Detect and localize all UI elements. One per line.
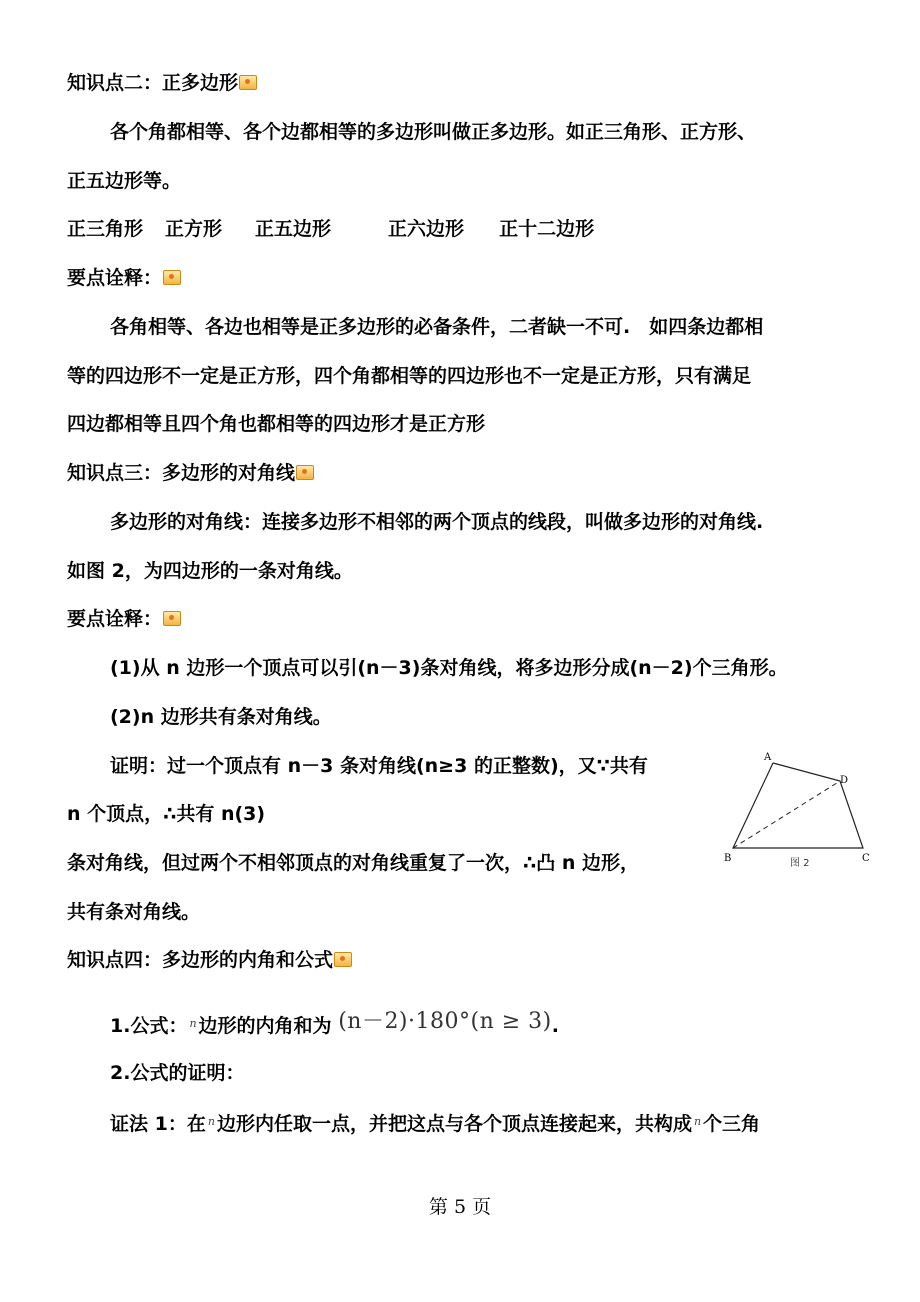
folder-icon [163,611,181,626]
kp3-definition-line-2: 如图 2，为四边形的一条对角线。 [67,560,353,582]
kp4-heading: 知识点四：多边形的内角和公式 [67,948,352,972]
proof-heading: 2.公式的证明： [110,1062,245,1084]
folder-icon [334,952,352,967]
vertex-label-d: D [840,775,849,786]
vertex-label-c: C [862,853,870,864]
proof-line-1: 证明：过一个顶点有 n－3 条对角线(n≥3 的正整数)，又∵共有 [110,755,648,777]
figure-caption: 图 2 [790,858,810,869]
kp3-definition-line-1: 多边形的对角线：连接多边形不相邻的两个顶点的线段，叫做多边形的对角线. [110,511,764,533]
proof-line-2: n 个顶点，∴共有 n(3) [67,803,266,825]
formula-line: 1.公式： $^n$ 边形的内角和为 (n－2)·180°(n ≥ 3). [110,1009,559,1037]
vertex-label-a: A [764,752,772,763]
method1-line: 证法 1：在 $^n$ 边形内任取一点，并把这点与各个顶点连接起来，共构成 $^n$ 个三角 [110,1113,761,1135]
folder-icon [163,270,181,285]
folder-icon [296,465,314,480]
kp3-heading: 知识点三：多边形的对角线 [67,461,314,485]
item-2: (2)n 边形共有条对角线。 [110,706,332,728]
math-variable: n [207,1115,215,1128]
proof-line-3: 条对角线，但过两个不相邻顶点的对角线重复了一次，∴凸 n 边形， [67,852,639,874]
shape-name: 正方形 [165,218,223,240]
note-label: 要点诠释： [67,607,181,631]
shape-name: 正三角形 [67,218,144,240]
note-label: 要点诠释： [67,266,181,290]
shape-name: 正五边形 [255,218,332,240]
formula: (n－2)·180°(n ≥ 3) [338,1009,552,1034]
quadrilateral-figure [720,745,880,875]
math-variable: n [693,1115,702,1128]
kp2-definition-line-1: 各个角都相等、各个边都相等的多边形叫做正多边形。如正三角形、正方形、 [110,121,757,143]
vertex-label-b: B [724,853,732,864]
note1-line-3: 四边都相等且四个角也都相等的四边形才是正方形 [67,413,486,435]
folder-icon [239,75,257,90]
proof-line-4: 共有条对角线。 [67,901,201,923]
shape-name: 正六边形 [388,218,465,240]
kp2-definition-line-2: 正五边形等。 [67,170,182,192]
shape-list [67,217,594,241]
math-variable: n [189,1017,197,1030]
note1-line-1: 各角相等、各边也相等是正多边形的必备条件，二者缺一不可. 如四条边都相 [110,316,764,338]
page-number: 第 5 页 [428,1196,492,1218]
shape-name: 正十二边形 [499,218,595,240]
item-1: (1)从 n 边形一个顶点可以引(n－3)条对角线，将多边形分成(n－2)个三角形。 [110,657,788,679]
kp2-heading: 知识点二：正多边形 [67,71,257,95]
note1-line-2: 等的四边形不一定是正方形，四个角都相等的四边形也不一定是正方形，只有满足 [67,365,752,387]
